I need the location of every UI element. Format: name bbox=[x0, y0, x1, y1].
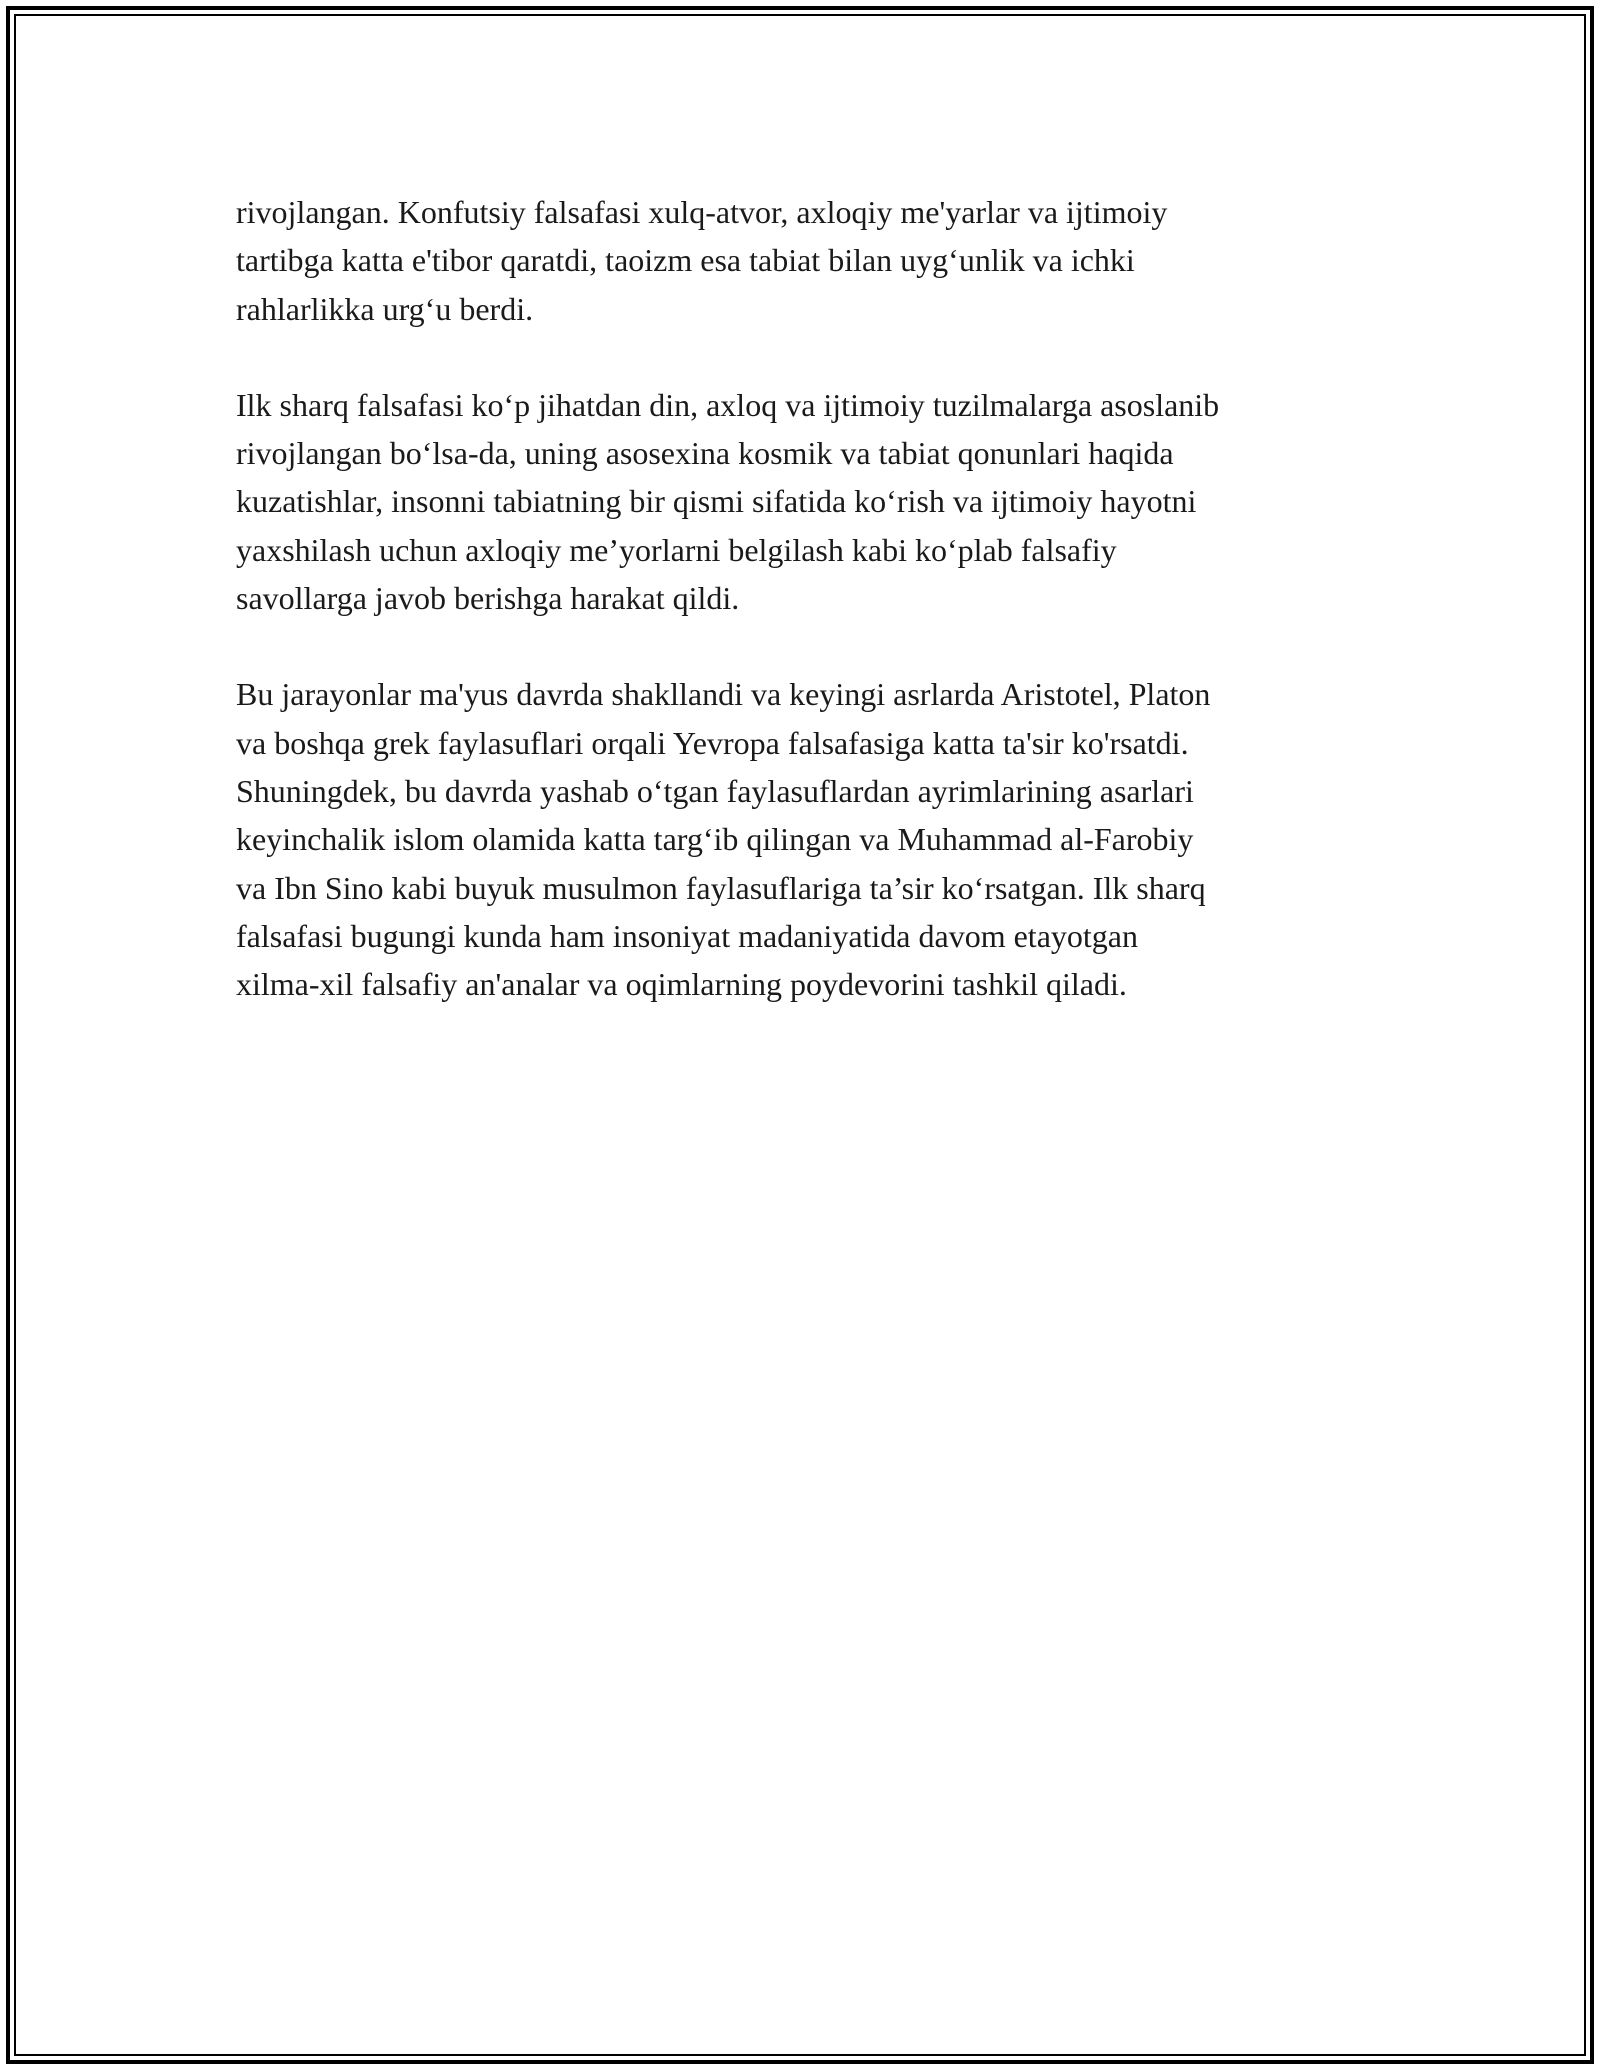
text-line: tartibga katta e'tibor qaratdi, taoizm esa tabiat bilan uyg‘unlik va ichki bbox=[236, 242, 1135, 279]
text-line: rahlarlikka urg‘u berdi. bbox=[236, 290, 534, 327]
text-line: yaxshilash uchun axloqiy me’yorlarni belgilash kabi ko‘plab falsafiy bbox=[236, 531, 1117, 568]
text-line: Bu jarayonlar ma'yus davrda shakllandi va keyingi asrlarda Aristotel, Platon bbox=[236, 676, 1211, 713]
text-line: Shuningdek, bu davrda yashab o‘tgan faylasuflardan ayrimlarining asarlari bbox=[236, 772, 1194, 809]
text-line: savollarga javob berishga harakat qildi. bbox=[236, 580, 740, 617]
document-body bbox=[236, 188, 1386, 1056]
text-line: keyinchalik islom olamida katta targ‘ib qilingan va Muhammad al-Farobiy bbox=[236, 821, 1194, 858]
paragraph-2 bbox=[236, 381, 1386, 622]
text-line: va boshqa grek faylasuflari orqali Yevropa falsafasiga katta ta'sir ko'rsatdi. bbox=[236, 724, 1189, 761]
text-line: va Ibn Sino kabi buyuk musulmon faylasuflariga ta’sir ko‘rsatgan. Ilk sharq bbox=[236, 869, 1206, 906]
paragraph-1 bbox=[236, 188, 1386, 333]
text-line: rivojlangan bo‘lsa-da, uning asosexina kosmik va tabiat qonunlari haqida bbox=[236, 435, 1174, 472]
text-line: Ilk sharq falsafasi ko‘p jihatdan din, axloq va ijtimoiy tuzilmalarga asoslanib bbox=[236, 386, 1220, 423]
paragraph-3 bbox=[236, 670, 1386, 1008]
text-line: kuzatishlar, insonni tabiatning bir qismi sifatida ko‘rish va ijtimoiy hayotni bbox=[236, 483, 1197, 520]
text-line: xilma-xil falsafiy an'analar va oqimlarning poydevorini tashkil qiladi. bbox=[236, 966, 1127, 1003]
text-line: falsafasi bugungi kunda ham insoniyat madaniyatida davom etayotgan bbox=[236, 917, 1138, 954]
text-line: rivojlangan. Konfutsiy falsafasi xulq-atvor, axloqiy me'yarlar va ijtimoiy bbox=[236, 194, 1168, 230]
